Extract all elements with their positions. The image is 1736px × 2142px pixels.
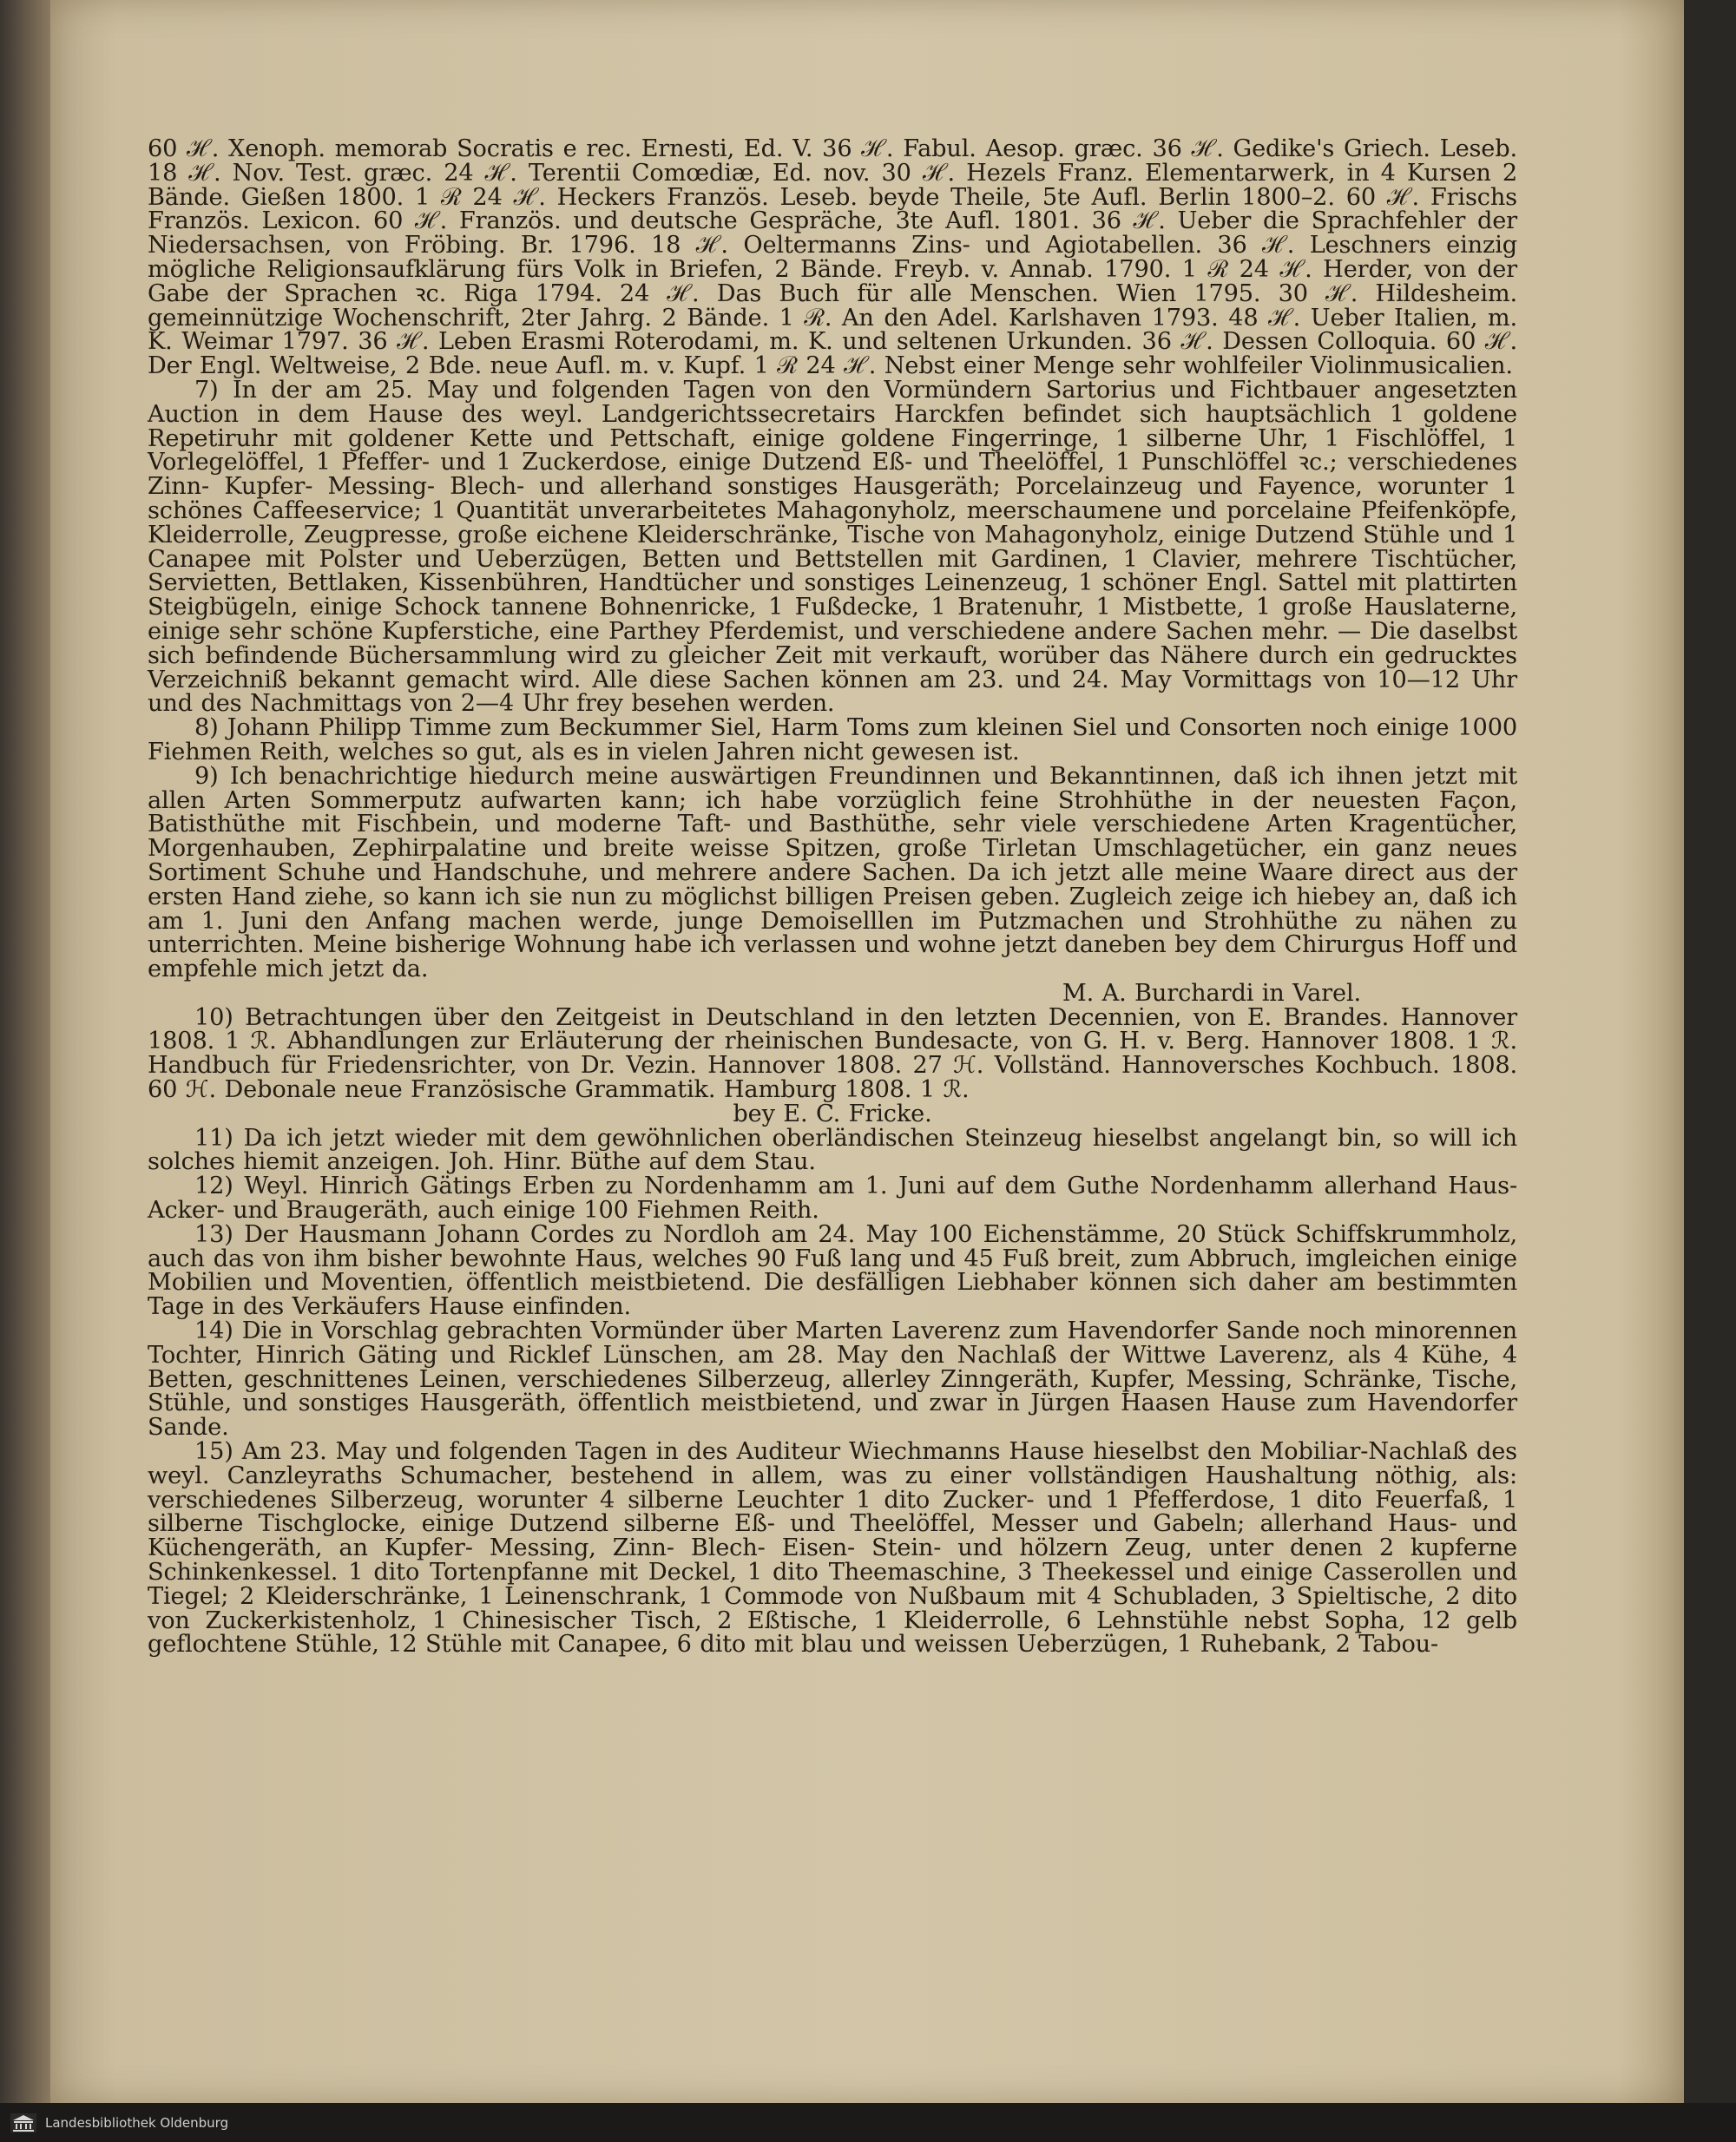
paragraph-entry-10: 10) Betrachtungen über den Zeitgeist in Deutschland in den letzten Decennien, von E. Brandes. Hannover 1808. 1 ℛ. Abhandlungen zur Erläuterung der rheinischen Bundesacte, von G. H. v. Berg. Hannover 1808. 1 ℛ. Handbuch für Friedensrichter, von Dr. Vezin. Hannover 1808. 27 ℋ. Vollständ. Hannoversches Kochbuch. 1808. 60 ℋ. Debonale neue Französische Grammatik. Hamburg 1808. 1 ℛ. — [148, 1003, 1517, 1104]
paragraph-entry-15: 15) Am 23. May und folgenden Tagen in des Auditeur Wiechmanns Hause hieselbst den Mobiliar-Nachlaß des weyl. Canzleyraths Schumacher, bestehend in allem, was zu einer vollständigen Haushaltung nöthig, als: verschiedenes Silberzeug, worunter 4 silberne Leuchter 1 dito Zucker- und 1 Pfefferdose, 1 dito Feuerfaß, 1 silberne Tischglocke, einige Dutzend silberne Eß- und Theelöffel, Messer und Gabeln; allerhand Haus- und Küchengeräth, an Kupfer- Messing, Zinn- Blech- Eisen- Stein- und hölzern Zeug, unter denen 2 kupferne Schinkenkessel. 1 dito Tortenpfanne mit Deckel, 1 dito Theemaschine, 3 Theekessel und einige Casserollen und Tiegel; 2 Kleiderschränke, 1 Leinenschrank, 1 Commode von Nußbaum mit 4 Schubladen, 3 Spieltische, 2 dito von Zuckerkistenholz, 1 Chinesischer Tisch, 2 Eßtische, 1 Kleiderrolle, 6 Lehnstühle nebst Sopha, 12 gelb geflochtene Stühle, 12 Stühle mit Canapee, 6 dito mit blau und weissen Ueberzügen, 1 Ruhebank, 2 Tabou- — [148, 1438, 1517, 1659]
paragraph-entry-9: 9) Ich benachrichtige hiedurch meine auswärtigen Freundinnen und Bekanntinnen, daß ich ihnen jetzt mit allen Arten Sommerputz aufwarten kann; ich habe vorzüglich feine Strohhüthe in der neuesten Façon, Batisthüthe mit Fischbein, und moderne Taft- und Basthüthe, sehr viele verschiedene Arten Kragentücher, Morgenhauben, Zephirpalatine und breite weisse Spitzen, große Tirletan Umschlagetücher, ein ganz neues Sortiment Schuhe und Handschuhe, und mehrere andere Sachen. Da ich jetzt alle meine Waare direct aus der ersten Hand ziehe, so kann ich sie nun zu möglichst billigen Preisen geben. Zugleich zeige ich hiebey an, daß ich am 1. Juni den Anfang machen werde, junge Demoiselllen im Putzmachen und Strohhüthe zu nähen zu unterrichten. Meine bisherige Wohnung habe ich verlassen und wohne jetzt daneben bey dem Chirurgus Hoff und empfehle mich jetzt da. — [148, 762, 1517, 983]
paragraph-entry-12: 12) Weyl. Hinrich Gätings Erben zu Nordenhamm am 1. Juni auf dem Guthe Nordenhamm allerhand Haus- Acker- und Braugeräth, auch einige 100 Fiehmen Reith. — [148, 1173, 1517, 1225]
paragraph-entry-7: 7) In der am 25. May und folgenden Tagen von den Vormündern Sartorius und Fichtbauer angesetzten Auction in dem Hause des weyl. Landgerichtssecretairs Harckfen befindet sich hauptsächlich 1 goldene Repetiruhr mit goldener Kette und Pettschaft, einige goldene Fingerringe, 1 silberne Uhr, 1 Fischlöffel, 1 Vorlegelöffel, 1 Pfeffer- und 1 Zuckerdose, einige Dutzend Eß- und Theelöffel, 1 Punschlöffel ꝛc.; verschiedenes Zinn- Kupfer- Messing- Blech- und allerhand sonstiges Hausgeräth; Porcelainzeug und Fayence, worunter 1 schönes Caffeeservice; 1 Quantität unverarbeitetes Mahagonyholz, meerschaumene und porcelaine Pfeifenköpfe, Kleiderrolle, Zeugpresse, große eichene Kleiderschränke, Tische von Mahagonyholz, einige Dutzend Stühle und 1 Canapee mit Polster und Ueberzügen, Betten und Bettstellen mit Gardinen, 1 Clavier, mehrere Tischtücher, Servietten, Bettlaken, Kissenbühren, Handtücher und sonstiges Leinenzeug, 1 schöner Engl. Sattel mit plattirten Steigbügeln, einige Schock tannene Bohnenricke, 1 Fußdecke, 1 Bratenuhr, 1 Mistbette, 1 große Hauslaterne, einige sehr schöne Kupferstiche, eine Parthey Pferdemist, und verschiedene andere Sachen mehr. — Die daselbst sich befindende Büchersammlung wird zu gleicher Zeit mit verkauft, worüber das Nähere durch ein gedrucktes Verzeichniß bekannt gemacht wird. Alle diese Sachen können am 23. und 24. May Vormittags von 10—12 Uhr und des Nachmittags von 2—4 Uhr frey besehen werden. — [148, 376, 1517, 718]
paragraph-entry-14: 14) Die in Vorschlag gebrachten Vormünder über Marten Laverenz zum Havendorfer Sande noch minorennen Tochter, Hinrich Gäting und Ricklef Lünschen, am 28. May den Nachlaß der Wittwe Laverenz, als 4 Kühe, 4 Betten, geschnittenes Leinen, verschiedenes Silberzeug, allerley Zinngeräth, Kupfer, Messing, Schränke, Tische, Stühle, und sonstiges Hausgeräth, öffentlich meistbietend, und zwar in Jürgen Haasen Hause zum Havendorfer Sande. — [148, 1317, 1517, 1442]
footer-bar — [0, 2103, 1736, 2142]
scanned-page — [50, 0, 1684, 2103]
footer-library-name: Landesbibliothek Oldenburg — [45, 2114, 229, 2131]
paragraph-entry-13: 13) Der Hausmann Johann Cordes zu Nordloh am 24. May 100 Eichenstämme, 20 Stück Schiffskrummholz, auch das von ihm bisher bewohnte Haus, welches 90 Fuß lang und 45 Fuß breit, zum Abbruch, imgleichen einige Mobilien und Moventien, öffentlich meistbietend. Die desfälligen Liebhaber können sich daher am bestimmten Tage in des Verkäufers Hause einfinden. — [148, 1220, 1517, 1321]
library-building-icon — [10, 2113, 36, 2132]
paragraph-entry-11: 11) Da ich jetzt wieder mit dem gewöhnlichen oberländischen Steinzeug hieselbst angelangt bin, so will ich solches hiemit anzeigen. Joh. Hinr. Büthe auf dem Stau. — [148, 1124, 1517, 1176]
book-spine-shadow — [0, 0, 50, 2103]
signature-burchardi: M. A. Burchardi in Varel. — [1062, 979, 1361, 1007]
paragraph-book-list: 60 ℋ. Xenoph. memorab Socratis e rec. Ernesti, Ed. V. 36 ℋ. Fabul. Aesop. græc. 36 ℋ. Gedike's Griech. Leseb. 18 ℋ. Nov. Test. græc. 24 ℋ. Terentii Comœdiæ, Ed. nov. 30 ℋ. Hezels Franz. Elementarwerk, in 4 Kursen 2 Bände. Gießen 1800. 1 ℛ 24 ℋ. Heckers Französ. Leseb. beyde Theile, 5te Aufl. Berlin 1800–2. 60 ℋ. Frischs Französ. Lexicon. 60 ℋ. Französ. und deutsche Gespräche, 3te Aufl. 1801. 36 ℋ. Ueber die Sprachfehler der Niedersachsen, von Fröbing. Br. 1796. 18 ℋ. Oeltermanns Zins- und Agiotabellen. 36 ℋ. Leschners einzig mögliche Religionsaufklärung fürs Volk in Briefen, 2 Bände. Freyb. v. Annab. 1790. 1 ℛ 24 ℋ. Herder, von der Gabe der Sprachen ꝛc. Riga 1794. 24 ℋ. Das Buch für alle Menschen. Wien 1795. 30 ℋ. Hildesheim. gemeinnützige Wochenschrift, 2ter Jahrg. 2 Bände. 1 ℛ. An den Adel. Karlshaven 1793. 48 ℋ. Ueber Italien, m. K. Weimar 1797. 36 ℋ. Leben Erasmi Roterodami, m. K. und seltenen Urkunden. 36 ℋ. Dessen Colloquia. 60 ℋ. Der Engl. Weltweise, 2 Bde. neue Aufl. m. v. Kupf. 1 ℛ 24 ℋ. Nebst einer Menge sehr wohlfeiler Violinmusicalien. — [148, 135, 1517, 380]
signature-fricke: bey E. C. Fricke. — [733, 1100, 932, 1127]
paragraph-entry-8: 8) Johann Philipp Timme zum Beckummer Siel, Harm Toms zum kleinen Siel und Consorten noch einige 1000 Fiehmen Reith, welches so gut, als es in vielen Jahren nicht gewesen ist. — [148, 714, 1517, 765]
page-text — [148, 137, 1517, 1657]
